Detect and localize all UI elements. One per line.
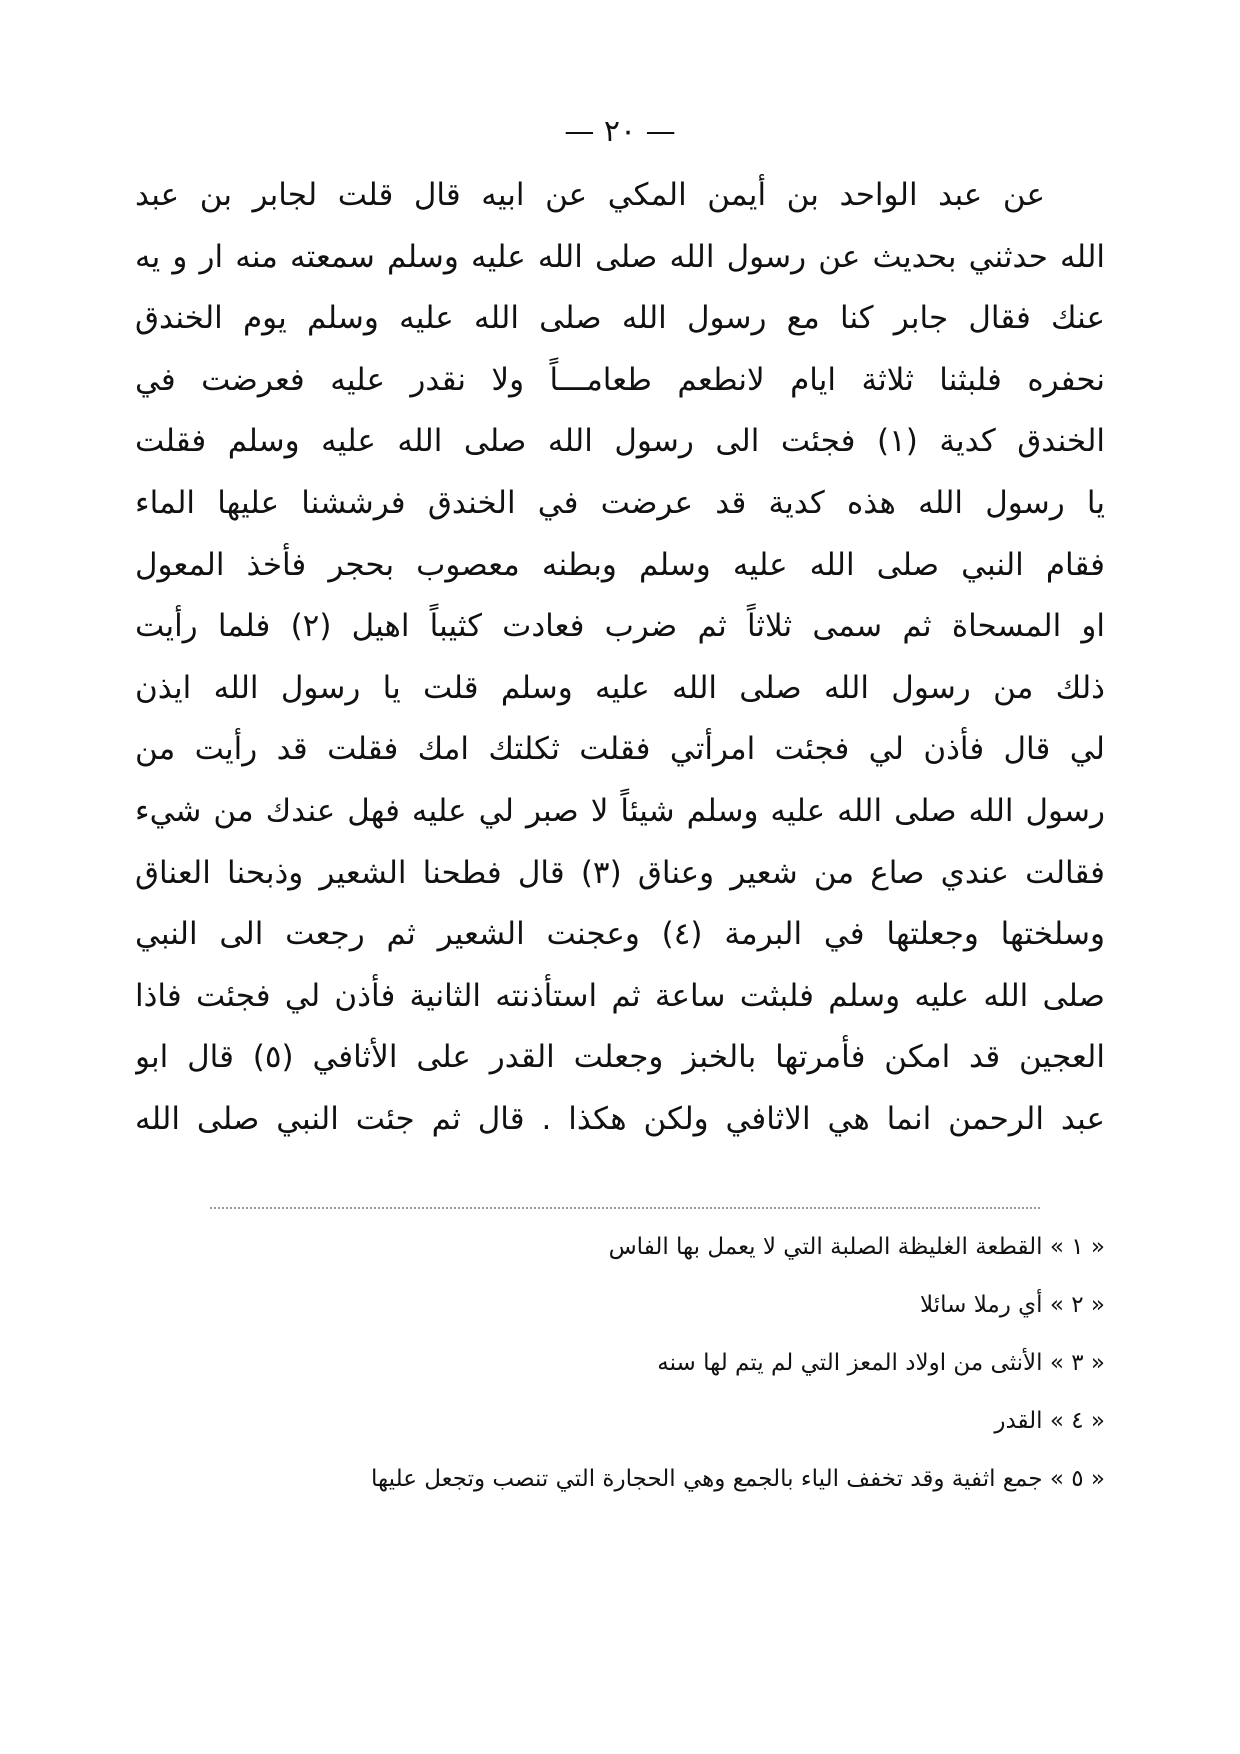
text-line: عبد الرحمن انما هي الاثافي ولكن هكذا . قال ثم جئت النبي صلى الله bbox=[135, 1100, 1105, 1137]
footnote: « ١ » القطعة الغليظة الصلبة التي لا يعمل بها الفاس bbox=[608, 1234, 1105, 1260]
footnote: « ٢ » أي رملا سائلا bbox=[919, 1292, 1105, 1318]
text-line: فقالت عندي صاع من شعير وعناق (٣) قال فطحنا الشعير وذبحنا العناق bbox=[135, 854, 1105, 891]
text-line: العجين قد امكن فأمرتها بالخبز وجعلت القدر على الأثافي (٥) قال ابو bbox=[135, 1039, 1105, 1076]
main-text-block bbox=[135, 165, 1105, 1151]
text-line: وسلختها وجعلتها في البرمة (٤) وعجنت الشعير ثم رجعت الى النبي bbox=[135, 916, 1105, 953]
text-line: رسول الله صلى الله عليه وسلم شيئاً لا صبر لي عليه فهل عندك من شيء bbox=[135, 792, 1105, 829]
text-line: الله حدثني بحديث عن رسول الله صلى الله عليه وسلم سمعته منه ار و يه bbox=[135, 238, 1105, 275]
footnote: « ٣ » الأنثى من اولاد المعز التي لم يتم لها سنه bbox=[657, 1350, 1105, 1376]
text-line: ذلك من رسول الله صلى الله عليه وسلم قلت يا رسول الله ايذن bbox=[135, 669, 1105, 706]
text-line: لي قال فأذن لي فجئت امرأتي فقلت ثكلتك امك فقلت قد رأيت من bbox=[135, 731, 1105, 768]
text-line: فقام النبي صلى الله عليه وسلم وبطنه معصوب بحجر فأخذ المعول bbox=[135, 546, 1105, 583]
text-line: عن عبد الواحد بن أيمن المكي عن ابيه قال قلت لجابر بن عبد bbox=[135, 177, 1045, 213]
page-number: — ٢٠ — bbox=[564, 114, 676, 149]
text-line: صلى الله عليه وسلم فلبثت ساعة ثم استأذنته الثانية فأذن لي فجئت فاذا bbox=[135, 977, 1105, 1014]
text-line: او المسحاة ثم سمى ثلاثاً ثم ضرب فعادت كثيباً اهيل (٢) فلما رأيت bbox=[135, 608, 1105, 645]
footnote: « ٤ » القدر bbox=[994, 1408, 1105, 1434]
text-line: عنك فقال جابر كنا مع رسول الله صلى الله عليه وسلم يوم الخندق bbox=[135, 300, 1105, 337]
text-line: يا رسول الله هذه كدية قد عرضت في الخندق فرششنا عليها الماء bbox=[135, 484, 1105, 521]
text-line: نحفره فلبثنا ثلاثة ايام لانطعم طعامـــاً ولا نقدر عليه فعرضت في bbox=[135, 361, 1105, 398]
footnote-separator bbox=[210, 1207, 1040, 1209]
footnotes-block bbox=[170, 1218, 1105, 1508]
footnote: « ٥ » جمع اثفية وقد تخفف الياء بالجمع وهي الحجارة التي تنصب وتجعل عليها bbox=[371, 1466, 1105, 1492]
text-line: الخندق كدية (١) فجئت الى رسول الله صلى الله عليه وسلم فقلت bbox=[135, 423, 1105, 460]
